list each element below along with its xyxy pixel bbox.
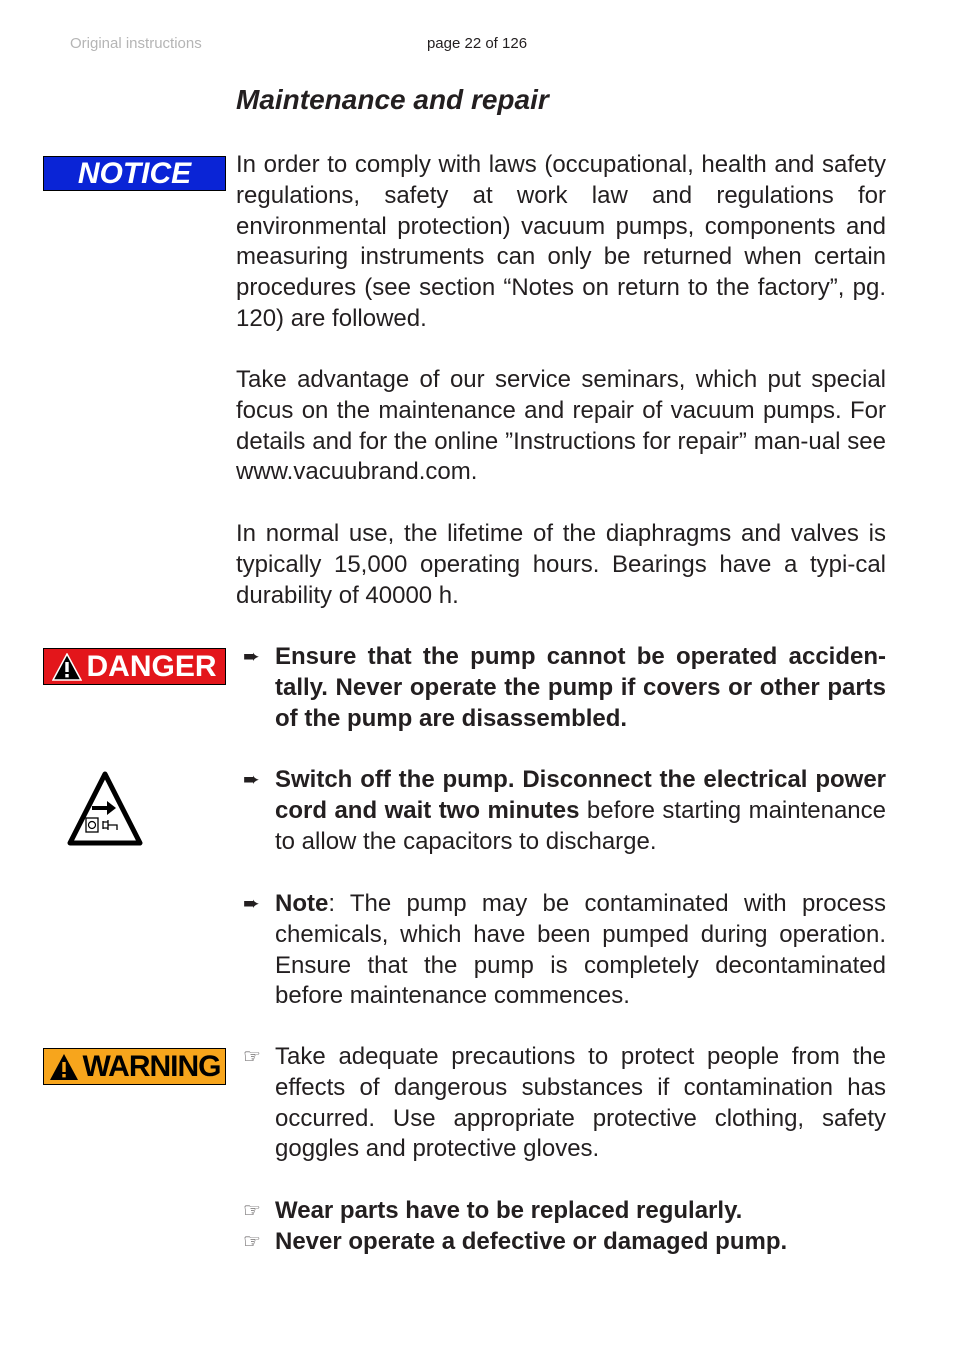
pointing-hand-icon: ☞ — [243, 1200, 261, 1222]
disconnect-plug-warning-icon — [67, 770, 143, 846]
warning-bullet-text: Take adequate precautions to protect people from the effects of dangerous substances if contamination has occurred. Use appropriate protective clothing, safety goggles and protective gloves. — [275, 1043, 886, 1163]
header-document-label: Original instructions — [70, 35, 202, 52]
warning-badge-label: WARNING — [82, 1049, 221, 1083]
warning-bullet-text: Wear parts have to be replaced regularly. — [275, 1197, 743, 1224]
pointing-hand-icon: ☞ — [243, 1046, 261, 1068]
notice-paragraph-lifetime: In normal use, the lifetime of the diaphragms and valves is typically 15,000 operating hours. Bearings have a typi-cal durability of 40000 h. — [236, 520, 886, 609]
switch-off-bold-text: Switch off the pump. Disconnect the electrical power cord and wait two minutes — [275, 766, 886, 824]
warning-badge — [43, 1048, 226, 1085]
warning-bullet-precautions — [243, 1042, 886, 1165]
danger-bullet-text — [275, 765, 886, 857]
right-arrow-icon: ➨ — [243, 893, 260, 915]
section-title: Maintenance and repair — [236, 84, 549, 115]
switch-off-rest-text: before starting maintenance to allow the capacitors to discharge. — [275, 796, 887, 855]
danger-bullet-switch-off — [243, 765, 886, 857]
notice-badge — [43, 156, 226, 191]
note-bold-text: Note — [275, 890, 329, 917]
warning-bullet-text: Never operate a defective or damaged pump. — [275, 1228, 788, 1255]
danger-badge-label: DANGER — [86, 649, 217, 683]
warning-bullet-wear-parts — [243, 1196, 886, 1227]
right-arrow-icon: ➨ — [243, 769, 260, 791]
danger-bullet-accidental-operation — [243, 642, 886, 734]
danger-bullet-contamination-note — [243, 889, 886, 1012]
pointing-hand-icon: ☞ — [243, 1231, 261, 1253]
danger-badge — [43, 648, 226, 685]
exclamation-triangle-icon — [52, 653, 82, 681]
exclamation-triangle-icon — [49, 1053, 79, 1081]
danger-bullet-text: Ensure that the pump cannot be operated acciden-tally. Never operate the pump if covers or other parts of the pump are disassembled. — [275, 643, 886, 732]
right-arrow-icon: ➨ — [243, 646, 260, 668]
page-number: page 22 of 126 — [426, 35, 528, 52]
warning-bullet-defective-pump — [243, 1227, 886, 1258]
danger-bullet-text — [275, 889, 886, 1012]
notice-badge-label: NOTICE — [77, 156, 192, 190]
notice-paragraph-returns: In order to comply with laws (occupational, health and safety regulations, safety at work law and regulations for environmental protection) vacuum pumps, components and measuring instruments can only be returned when certain procedures (see section “Notes on return to the factory”, pg. 120) are followed. — [236, 151, 886, 332]
notice-paragraph-seminars: Take advantage of our service seminars, which put special focus on the maintenance and repair of vacuum pumps. For details and for the online ”Instructions for repair” man-ual see www.vacuubrand.com. — [236, 366, 886, 486]
note-rest-text: : The pump may be contaminated with process chemicals, which have been pumped during operation. Ensure that the pump is completely decontaminated before maintenance commences. — [275, 890, 886, 1010]
